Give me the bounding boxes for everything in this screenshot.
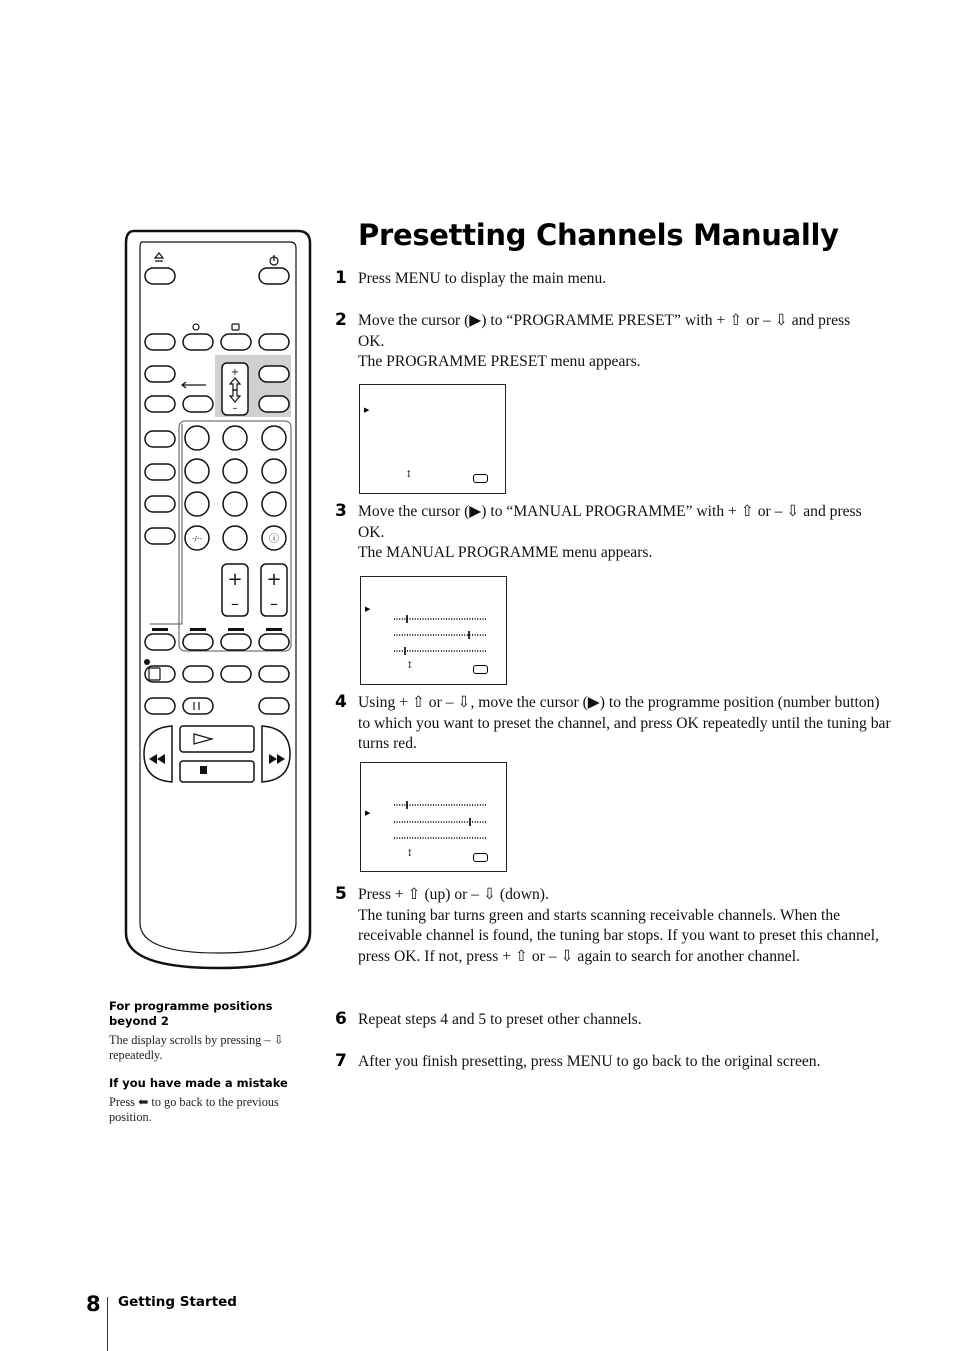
sidenote-heading: For programme positions beyond 2	[109, 999, 273, 1028]
ok-key-icon	[473, 853, 488, 862]
step-line: Press + ⇧ (up) or – ⇩ (down).	[358, 886, 549, 903]
step-line: Repeat steps 4 and 5 to preset other channels.	[358, 1011, 642, 1028]
menu-cursor: ▶	[365, 809, 371, 817]
sidenote-heading: If you have made a mistake	[109, 1076, 288, 1090]
step-number: 1	[335, 268, 347, 288]
sidenote-body: Press ⬅ to go back to the previous position.	[109, 1095, 279, 1124]
step-7-text	[358, 1052, 918, 1073]
ok-key-icon	[473, 665, 488, 674]
page-number: 8	[86, 1292, 101, 1316]
sidenote-body: The display scrolls by pressing – ⇩ repeatedly.	[109, 1033, 284, 1062]
ok-key-icon	[473, 474, 488, 483]
step-line: The MANUAL PROGRAMME menu appears.	[358, 544, 653, 562]
step-4-text	[358, 693, 893, 755]
step-number: 6	[335, 1009, 347, 1029]
step-number: 3	[335, 501, 347, 521]
step-1-text	[358, 269, 893, 290]
programme-plus-label: +	[230, 367, 240, 378]
step-3-text	[358, 502, 878, 564]
digit-mode-key-label: -/--	[192, 535, 202, 543]
info-key-label: ⓘ	[269, 534, 279, 545]
menu-cursor: ▶	[364, 406, 370, 414]
step-number: 5	[335, 884, 347, 904]
section-label: Getting Started	[118, 1294, 237, 1310]
tuning-screen	[360, 762, 507, 872]
nav-hint-icon: ↕	[406, 849, 414, 859]
channel-minus-label: –	[270, 594, 278, 613]
programme-preset-screen	[359, 384, 506, 494]
step-number: 7	[335, 1051, 347, 1071]
nav-hint-icon: ↕	[406, 661, 414, 671]
step-line: The PROGRAMME PRESET menu appears.	[358, 353, 641, 371]
step-6-text	[358, 1010, 893, 1031]
step-line: Move the cursor (▶) to “PROGRAMME PRESET” with + ⇧ or – ⇩ and press OK.	[358, 312, 851, 350]
step-2-text	[358, 311, 858, 373]
volume-plus-label: +	[227, 569, 243, 590]
menu-cursor: ▶	[365, 605, 371, 613]
manual-programme-screen	[360, 576, 507, 685]
nav-hint-icon: ↕	[405, 470, 413, 480]
step-5-text	[358, 885, 893, 968]
volume-minus-label: –	[231, 594, 239, 613]
remote-control-illustration	[120, 228, 315, 973]
step-line: Using + ⇧ or – ⇩, move the cursor (▶) to the programme position (number button) to which you want to preset the channel, and press OK repeatedly until the tuning bar turns red.	[358, 694, 891, 753]
step-number: 2	[335, 310, 347, 330]
footer-divider	[107, 1297, 108, 1351]
step-line: Press MENU to display the main menu.	[358, 270, 607, 287]
channel-plus-label: +	[266, 569, 282, 590]
page-title: Presetting Channels Manually	[358, 218, 839, 252]
step-line: Move the cursor (▶) to “MANUAL PROGRAMME” with + ⇧ or – ⇩ and press OK.	[358, 503, 862, 541]
step-line: After you finish presetting, press MENU to go back to the original screen.	[358, 1053, 821, 1070]
step-line: The tuning bar turns green and starts scanning receivable channels. When the receivable channel is found, the tuning bar stops. If you want to preset this channel, press OK. If not, press + ⇧ or – ⇩ again to search for another channel.	[358, 906, 879, 966]
programme-minus-label: –	[232, 403, 238, 414]
step-number: 4	[335, 692, 347, 712]
